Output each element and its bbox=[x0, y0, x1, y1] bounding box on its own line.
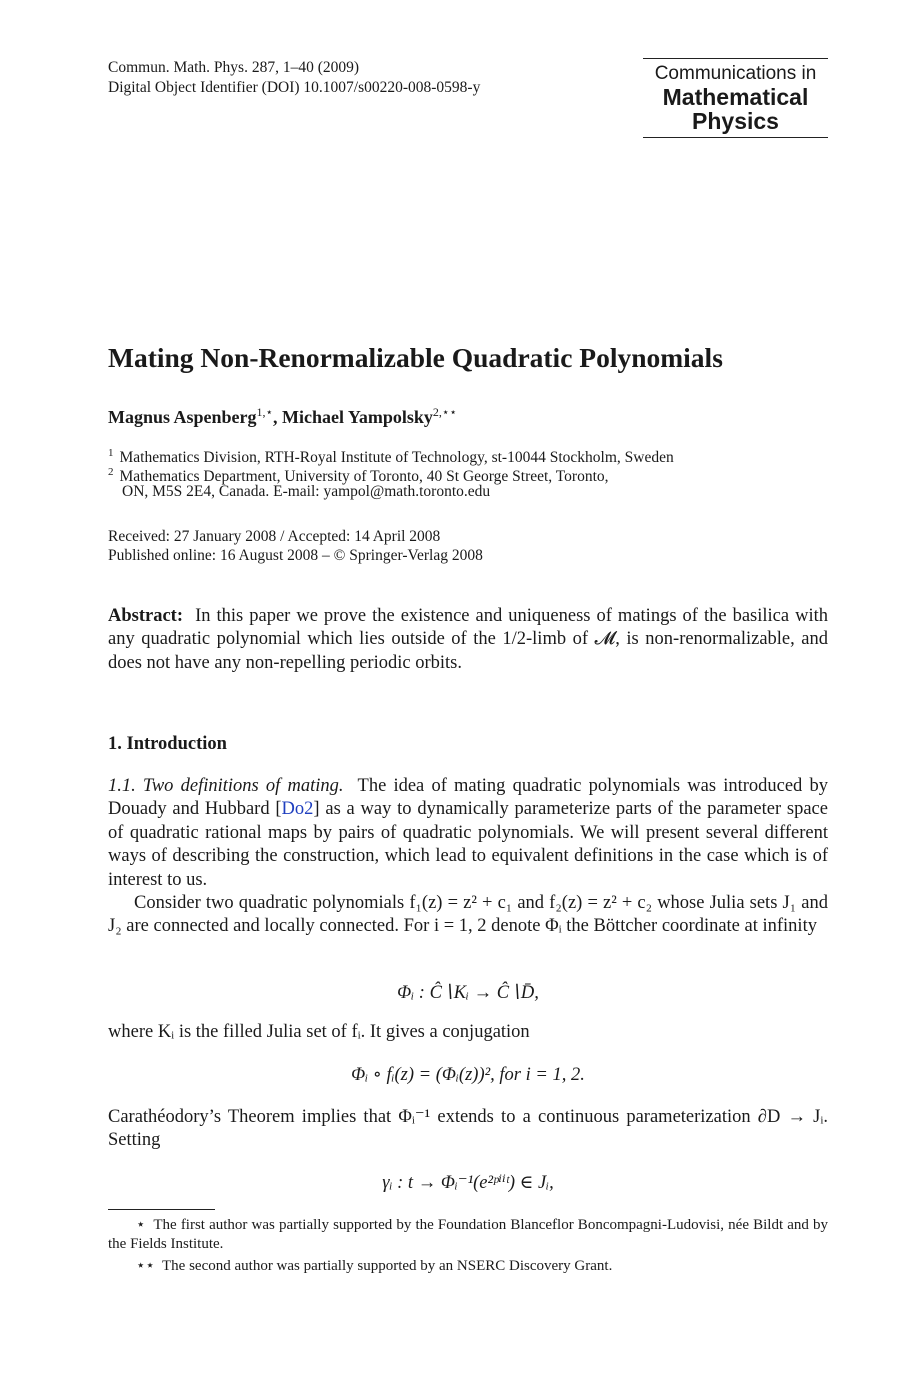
paragraph-text: ] as a way to dynamically parameterize parts of the parameter space of quadratic rational maps by pairs of quadratic polynomials. We will present several different ways of describing the construction, which lead to equivalent definitions in the case which is of interest to us. bbox=[108, 799, 828, 890]
footnote-text: The second author was partially supported by an NSERC Discovery Grant. bbox=[162, 1258, 613, 1274]
footnote bbox=[108, 1257, 828, 1276]
section-heading: 1. Introduction bbox=[108, 734, 227, 754]
footnote-mark: ⋆⋆ bbox=[136, 1258, 155, 1274]
author-separator: , bbox=[273, 407, 283, 427]
abstract bbox=[108, 605, 828, 675]
citation-link-do2[interactable]: Do2 bbox=[281, 799, 314, 820]
footnote bbox=[108, 1216, 828, 1254]
equation-parameterization: γᵢ : t → Φᵢ⁻¹(e²ᵖⁱⁱᵗ) ∈ Jᵢ, bbox=[382, 1173, 554, 1193]
equation-bottcher-map: Φᵢ : Ĉ∖Kᵢ → Ĉ∖D̄, bbox=[397, 983, 539, 1003]
journal-name-line1: Communications in bbox=[654, 63, 817, 84]
affiliation bbox=[122, 482, 490, 501]
author-list bbox=[108, 405, 457, 428]
subsection-heading: 1.1. Two definitions of mating. bbox=[108, 776, 344, 796]
paragraph-text: The idea of mating quadratic polynomials was introduced by Douady and Hubbard [ bbox=[108, 776, 828, 820]
author-name: Michael Yampolsky bbox=[282, 407, 433, 427]
affiliation-text: ON, M5S 2E4, Canada. E-mail: yampol@math.toronto.edu bbox=[122, 483, 491, 500]
affiliation-text: Mathematics Department, University of Toronto, 40 St George Street, Toronto, bbox=[119, 468, 609, 486]
affiliation-number: 1 bbox=[108, 447, 114, 459]
abstract-label: Abstract: bbox=[108, 606, 184, 626]
journal-name-line2: Mathematical bbox=[662, 84, 809, 110]
publication-dates bbox=[108, 527, 483, 565]
equation-conjugation: Φᵢ ∘ fᵢ(z) = (Φᵢ(z))², for i = 1, 2. bbox=[351, 1065, 585, 1085]
author-mark: 1,⋆ bbox=[256, 405, 274, 419]
author-name: Magnus Aspenberg bbox=[108, 407, 257, 427]
affiliation-text: Mathematics Division, RTH-Royal Institute of Technology, st-10044 Stockholm, Sweden bbox=[119, 449, 674, 467]
abstract-text: In this paper we prove the existence and uniqueness of matings of the basilica with any quadratic polynomial which lies outside of the 1/2-limb of 𝓜, is non-renormalizable, and does not have any non-repelling periodic orbits. bbox=[108, 606, 828, 673]
intro-paragraph-3: where Kᵢ is the filled Julia set of fᵢ. It gives a conjugation bbox=[108, 1022, 530, 1042]
intro-paragraph-2: Consider two quadratic polynomials f₁(z) = z² + c₁ and f₂(z) = z² + c₂ whose Julia sets J₁ and J₂ are connected and locally connected. For i = 1, 2 denote Φᵢ the Böttcher coordinate at infinity bbox=[108, 893, 828, 937]
received-date: Received: 27 January 2008 / Accepted: 14 April 2008 bbox=[108, 528, 441, 545]
paper-title: Mating Non-Renormalizable Quadratic Polynomials bbox=[108, 342, 723, 373]
published-date: Published online: 16 August 2008 – © Springer-Verlag 2008 bbox=[108, 547, 483, 564]
citation-header bbox=[108, 58, 480, 98]
author-mark: 2,⋆⋆ bbox=[432, 405, 457, 419]
citation-line: Commun. Math. Phys. 287, 1–40 (2009) bbox=[108, 59, 360, 76]
affiliation-number: 2 bbox=[108, 466, 114, 478]
journal-logo bbox=[643, 58, 828, 138]
intro-paragraph-1 bbox=[108, 775, 828, 892]
journal-name-line3: Physics bbox=[692, 108, 779, 134]
footnote-divider bbox=[108, 1209, 215, 1210]
footnote-mark: ⋆ bbox=[136, 1217, 146, 1233]
doi-line: Digital Object Identifier (DOI) 10.1007/s00220-008-0598-y bbox=[108, 79, 481, 96]
footnote-text: The first author was partially supported by the Foundation Blanceflor Boncompagni-Ludovisi, née Bildt and by the Fields Institute. bbox=[108, 1217, 829, 1252]
intro-paragraph-4: Carathéodory’s Theorem implies that Φᵢ⁻¹ extends to a continuous parameterization ∂D → Jᵢ. Setting bbox=[108, 1107, 828, 1151]
